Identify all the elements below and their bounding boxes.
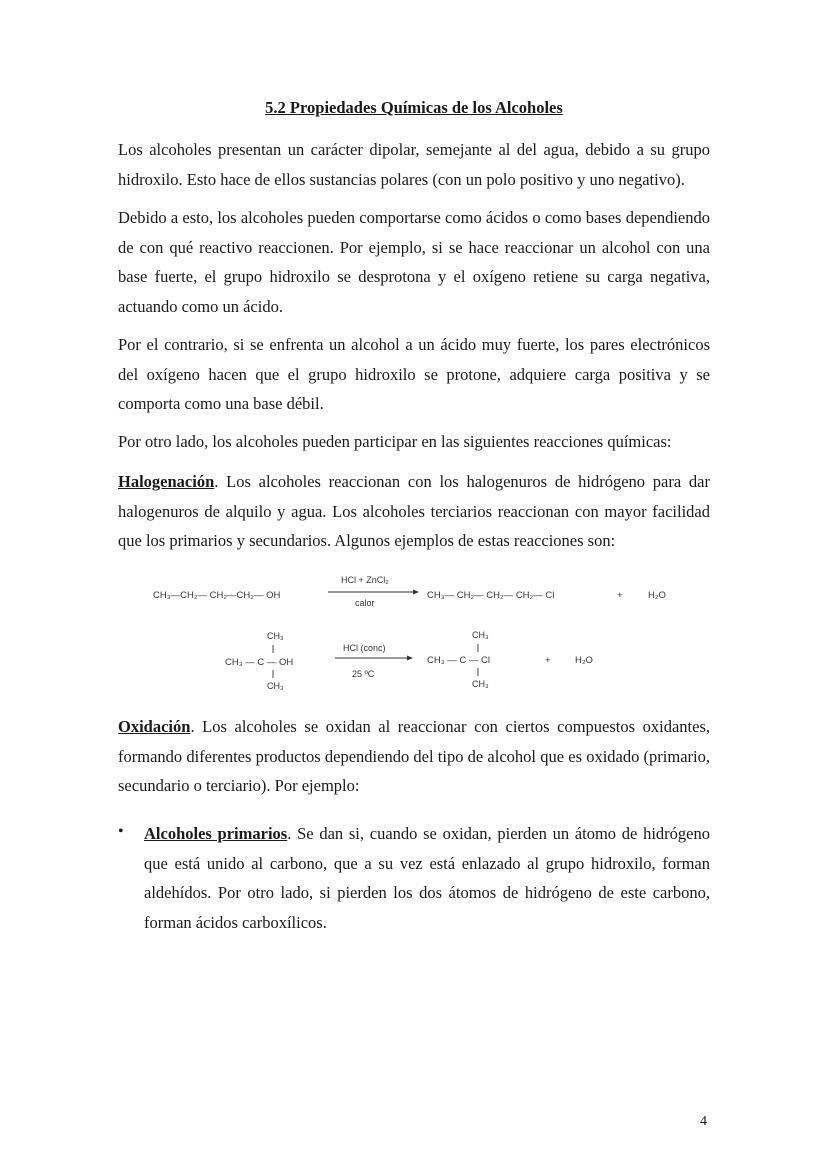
- reaction-2-diagram: [215, 625, 635, 697]
- page-title: 5.2 Propiedades Químicas de los Alcoholes: [265, 98, 563, 117]
- paragraph-strong-acid: Por el contrario, si se enfrenta un alcohol a un ácido muy fuerte, los pares electrónicos del oxígeno hacen que el grupo hidroxilo se protone, adquiere carga positiva y se comporta como una base débil.: [118, 335, 710, 413]
- oxidation-text: . Los alcoholes se oxidan al reaccionar con ciertos compuestos oxidantes, formando diferentes productos dependiendo del tipo de alcohol que es oxidado (primario, secundario o terciario). Por ejemplo:: [118, 717, 710, 795]
- primary-alcohols-text: . Se dan si, cuando se oxidan, pierden un átomo de hidrógeno que está unido al carbono, que a su vez está enlazado al grupo hidroxilo, forman aldehídos. Por otro lado, si pierden los dos átomos de hidrógeno de este carbono, forman ácidos carboxílicos.: [144, 824, 710, 932]
- halogenation-text: . Los alcoholes reaccionan con los halogenuros de hidrógeno para dar halogenuros de alquilo y agua. Los alcoholes terciarios reaccionan con mayor facilidad que los primarios y secundarios. Algunos ejemplos de estas reacciones son:: [118, 472, 710, 550]
- reaction-1-reactant: CH₃—CH₂— CH₂—CH₂— OH: [153, 590, 281, 601]
- paragraph-acid-base: Debido a esto, los alcoholes pueden comportarse como ácidos o como bases dependiendo de con qué reactivo reaccionen. Por ejemplo, si se hace reaccionar un alcohol con una base fuerte, el grupo hidroxilo se desprotona y el oxígeno retiene su carga negativa, actuando como un ácido.: [118, 208, 710, 316]
- page-number: 4: [700, 1114, 707, 1129]
- paragraph-halogenation: [118, 467, 710, 556]
- reaction-2-reagent-bottom: 25 ºC: [352, 669, 375, 679]
- reaction-2-product-bottom: CH₃: [472, 679, 489, 689]
- reaction-1-byproduct: H₂O: [648, 590, 666, 601]
- paragraph-dipolar: Los alcoholes presentan un carácter dipolar, semejante al del agua, debido a su grupo hidroxilo. Esto hace de ellos sustancias polares (con un polo positivo y uno negativo).: [118, 140, 710, 189]
- paragraph-reactions-intro: Por otro lado, los alcoholes pueden participar en las siguientes reacciones químicas:: [118, 432, 672, 451]
- reaction-1-reagent-bottom: calor: [355, 598, 375, 608]
- reaction-1-product: CH₃— CH₂— CH₂— CH₂— Cl: [427, 590, 555, 601]
- halogenation-heading: Halogenación: [118, 472, 215, 491]
- reaction-2-plus: +: [545, 655, 551, 666]
- reaction-2-reagent-top: HCl (conc): [343, 643, 386, 653]
- paragraph-oxidation: [118, 712, 710, 801]
- oxidation-heading: Oxidación: [118, 717, 191, 736]
- reaction-2-product-main: CH₃ — C — Cl: [427, 655, 490, 666]
- bullet-primary-alcohols: [144, 819, 710, 937]
- reaction-1-reagent-top: HCl + ZnCl₂: [341, 575, 389, 585]
- reaction-2-product-top: CH₃: [472, 630, 489, 640]
- reaction-2-reactant-main: CH₃ — C — OH: [225, 657, 294, 668]
- bullet-marker: •: [118, 823, 124, 840]
- reaction-2-byproduct: H₂O: [575, 655, 593, 666]
- reaction-2-reactant-bottom: CH₃: [267, 681, 284, 691]
- primary-alcohols-heading: Alcoholes primarios: [144, 824, 288, 843]
- reaction-2-reactant-top: CH₃: [267, 631, 284, 641]
- reaction-1-plus: +: [617, 590, 623, 601]
- reaction-1-diagram: [145, 570, 685, 615]
